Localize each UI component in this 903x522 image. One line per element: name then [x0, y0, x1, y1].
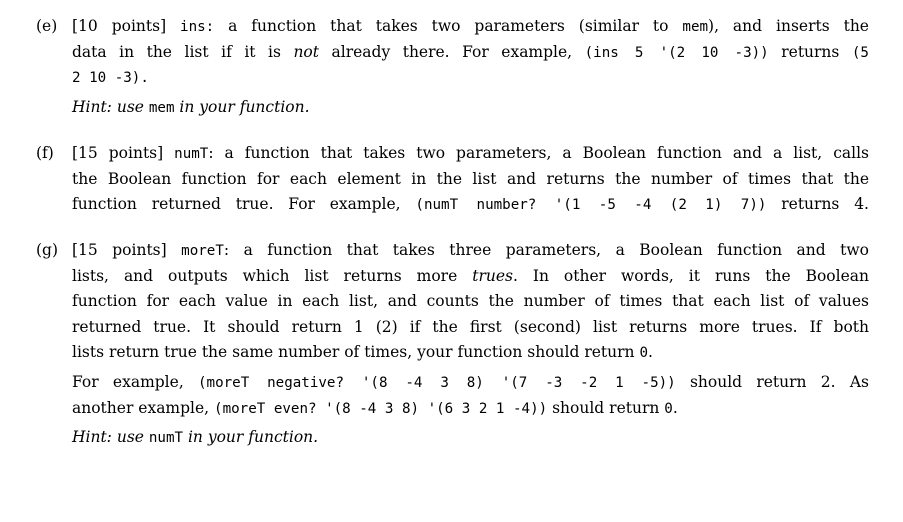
text-run: moreT: [181, 243, 224, 259]
problem-e-label: (e): [36, 17, 58, 35]
problem-e-hint: [72, 95, 869, 121]
text-run: numT: [148, 430, 184, 447]
text-run: a function that takes two parameters (similar to: [214, 17, 683, 35]
text-run: in your function.: [183, 428, 319, 447]
text-run: should return 2. As: [675, 372, 869, 391]
problem-g-example-2: [72, 396, 869, 422]
text-run: Hint: use: [72, 97, 149, 116]
text-run: function for each value in each list, and counts the number of times that each list of values: [72, 292, 869, 311]
text-run: lists, and outputs which list returns more: [72, 266, 473, 285]
text-run: ), and inserts the: [708, 17, 869, 35]
problem-f-label: (f): [36, 144, 54, 162]
text-run: in your function.: [174, 97, 310, 116]
text-run: the Boolean function for each element in the list and returns the number of times that the: [72, 169, 869, 188]
problem-e-body: [72, 14, 869, 120]
problem-g-line-1: [72, 238, 869, 264]
text-run: not: [293, 42, 319, 61]
text-run: Hint: use: [72, 428, 149, 447]
text-run: 0: [664, 400, 673, 417]
text-run: returns: [768, 42, 852, 61]
problem-g-hint: [72, 425, 869, 451]
problem-f-line-1: [72, 141, 869, 167]
text-run: 2 10 -3).: [72, 70, 149, 87]
problem-f-body: [72, 141, 869, 218]
text-run: [10 points]: [72, 17, 181, 35]
problem-g-label: (g): [36, 241, 59, 259]
text-run: lists return true the same number of times, your function should return: [72, 343, 640, 362]
text-run: should return: [547, 398, 665, 417]
text-run: 0: [639, 345, 649, 362]
text-run: .: [648, 343, 653, 362]
problem-f-line-3: [72, 192, 869, 218]
text-run: (moreT even? '(8 -4 3 8) '(6 3 2 1 -4)): [214, 400, 548, 417]
text-run: [15 points]: [72, 241, 182, 259]
text-run: returns 4.: [766, 195, 869, 214]
text-run: function returned true. For example,: [72, 195, 416, 214]
text-run: : a function that takes three parameters, a Boolean function and two: [223, 241, 869, 259]
text-run: trues: [472, 266, 513, 285]
text-run: mem: [148, 99, 175, 116]
problem-e-line-2: [72, 40, 869, 66]
text-run: .: [672, 398, 678, 417]
text-run: numT: [174, 146, 209, 162]
problem-g-line-3: [72, 289, 869, 315]
text-run: For example,: [72, 372, 198, 391]
text-run: (numT number? '(1 -5 -4 (2 1) 7)): [415, 197, 767, 214]
text-run: (5: [851, 44, 869, 61]
text-run: returned true. It should return 1 (2) if the first (second) list returns more trues. If both: [72, 317, 869, 336]
problem-g-line-4: [72, 315, 869, 341]
problem-g-line-2: [72, 264, 869, 290]
problem-g-line-5: [72, 340, 869, 366]
text-run: (moreT negative? '(8 -4 3 8) '(7 -3 -2 1 -5)): [198, 374, 676, 391]
text-run: data in the list if it is: [72, 42, 294, 61]
text-run: [15 points]: [72, 144, 175, 162]
problem-g-body: [72, 238, 869, 451]
text-run: . In other words, it runs the Boolean: [512, 266, 869, 285]
text-run: mem: [682, 19, 709, 35]
text-run: : a function that takes two parameters, a Boolean function and a list, calls: [208, 144, 869, 162]
problem-g-example-1: [72, 370, 869, 396]
text-run: already there. For example,: [318, 42, 585, 61]
text-run: (ins 5 '(2 10 -3)): [584, 44, 769, 61]
text-run: another example,: [72, 398, 215, 417]
problem-f-line-2: [72, 167, 869, 193]
problem-e-line-1: [72, 14, 869, 40]
problem-e-line-3: [72, 65, 869, 91]
text-run: ins:: [180, 19, 215, 35]
